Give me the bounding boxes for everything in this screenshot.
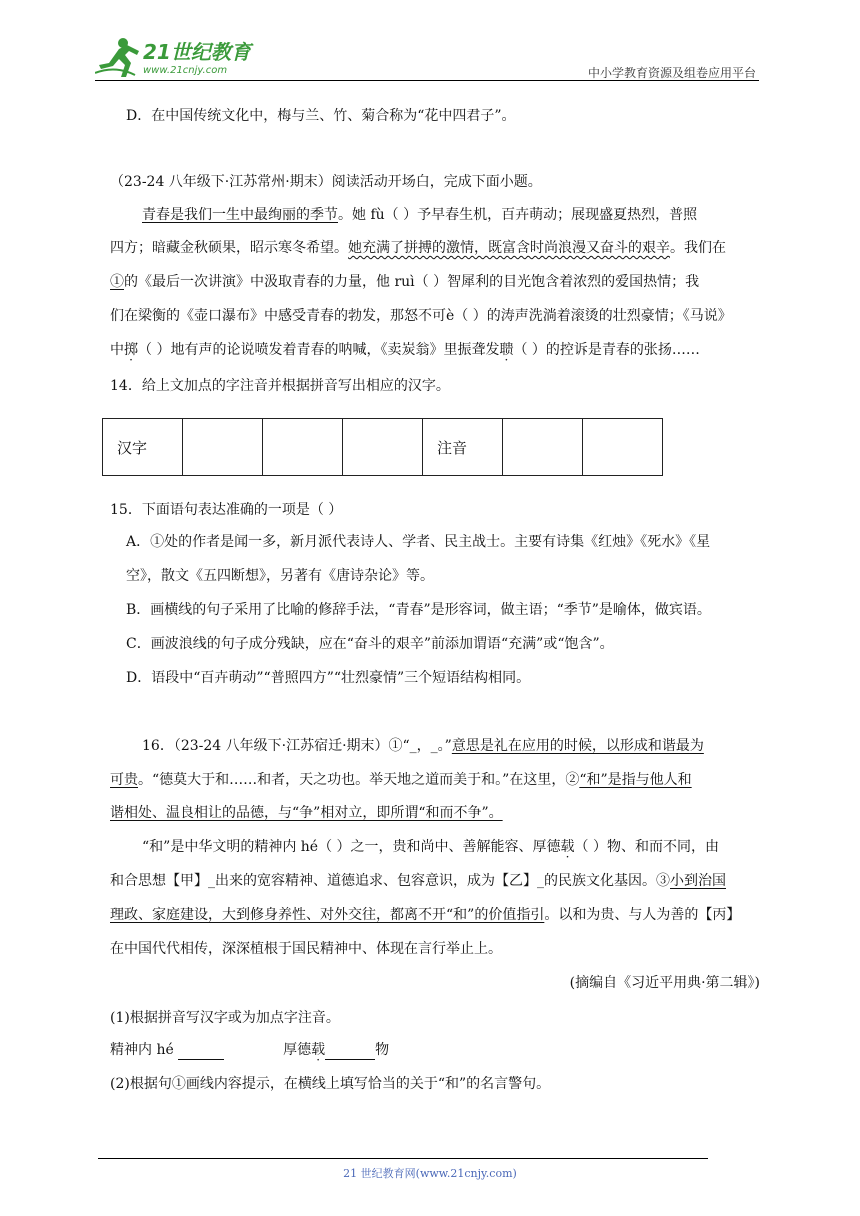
q16-line4: “和”是中华文明的精神内 hé（ ）之一，贵和尚中、善解能容、厚德载（ ）物、和而不同，由 xyxy=(142,839,719,855)
site-logo xyxy=(95,35,265,79)
passage1-line1: 青春是我们一生中最绚丽的季节。她 fù（ ）予早春生机，百卉萌动；展现盛夏热烈，普照 xyxy=(142,207,698,223)
section1-intro: （23-24 八年级下·江苏常州·期末）阅读活动开场白，完成下面小题。 xyxy=(110,174,542,190)
passage1-line4: 们在梁衡的《壶口瀑布》中感受青春的勃发，那怒不可è（ ）的涛声洗淌着滚烫的壮烈豪情；《马说》 xyxy=(110,308,732,324)
circle-marker-1: ① xyxy=(110,274,124,290)
answer-cell[interactable] xyxy=(263,419,343,476)
q16-line2: 可贵。“德莫大于和……和者，天之功也。举天地之道而美于和。”在这里，②“和”是指与他人和 xyxy=(110,772,692,788)
footer-divider xyxy=(98,1158,708,1159)
q14-text: 14．给上文加点的字注音并根据拼音写出相应的汉字。 xyxy=(110,378,450,394)
answer-cell[interactable] xyxy=(503,419,583,476)
q16-line7: 在中国代代相传，深深植根于国民精神中、体现在言行举止上。 xyxy=(110,941,502,957)
q15-option-b: B．画横线的句子采用了比喻的修辞手法，“青春”是形容词，做主语；“季节”是喻体，做宾语。 xyxy=(126,602,711,618)
source-citation: (摘编自《习近平用典·第二辑》) xyxy=(569,975,760,991)
blank-zai[interactable] xyxy=(325,1045,375,1060)
q15-text: 15．下面语句表达准确的一项是（ ） xyxy=(110,502,343,518)
table-label-pinyin: 注音 xyxy=(423,419,503,476)
q16-line1: 16．（23-24 八年级下·江苏宿迁·期末）①“_，_。”意思是礼在应用的时候，以形成和谐最为 xyxy=(142,738,704,754)
underlined-sentence: 青春是我们一生中最绚丽的季节 xyxy=(142,207,338,223)
q15-option-c: C．画波浪线的句子成分残缺，应在“奋斗的艰辛”前添加谓语“充满”或“饱含”。 xyxy=(126,636,614,652)
dotted-char-2: 聩 xyxy=(499,342,514,358)
passage1-line2: 四方；暗藏金秋硕果，昭示寒冬希望。她充满了拼搏的激情，既富含时尚浪漫又奋斗的艰辛。我们在 xyxy=(110,240,726,256)
logo-title: 21世纪教育 xyxy=(143,40,251,64)
answer-cell[interactable] xyxy=(183,419,263,476)
q16-sub2: (2)根据句①画线内容提示，在横线上填写恰当的关于“和”的名言警句。 xyxy=(110,1076,551,1092)
footer-text: 21 世纪教育网(www.21cnjy.com) xyxy=(343,1167,517,1180)
q15-option-d: D．语段中“百卉萌动”“普照四方”“壮烈豪情”三个短语结构相同。 xyxy=(126,670,531,686)
answer-cell[interactable] xyxy=(343,419,423,476)
q16-line6: 理政、家庭建设，大到修身养性、对外交往，都离不开“和”的价值指引。以和为贵、与人为善的【丙】 xyxy=(110,907,741,923)
logo-url: www.21cnjy.com xyxy=(143,65,228,76)
platform-name: 中小学教育资源及组卷应用平台 xyxy=(587,66,756,80)
dotted-char-1: 掷 xyxy=(124,342,138,358)
passage1-line5: 中掷（ ）地有声的论说喷发着青春的呐喊，《卖炭翁》里振聋发聩（ ）的控诉是青春的张扬…… xyxy=(110,342,700,358)
runner-icon xyxy=(95,38,139,77)
answer-table xyxy=(102,418,663,476)
answer-cell[interactable] xyxy=(583,419,663,476)
q16-sub1: (1)根据拼音写汉字或为加点字注音。 xyxy=(110,1010,340,1026)
wavy-sentence: 她充满了拼搏的激情，既富含时尚浪漫又奋斗的艰辛 xyxy=(348,240,670,256)
q16-line3: 谐相处、温良相让的品德，与“争”相对立，即所谓“和而不争”。 xyxy=(110,805,503,821)
dotted-char-4: 载 xyxy=(311,1042,326,1058)
table-label-hanzi: 汉字 xyxy=(103,419,183,476)
dotted-char-3: 载 xyxy=(560,839,575,855)
q15-option-a-line1: A．①处的作者是闻一多，新月派代表诗人、学者、民主战士。主要有诗集《红烛》《死水》《星 xyxy=(126,534,711,550)
passage1-line3: ①的《最后一次讲演》中汲取青春的力量，他 ruì（ ）智犀利的目光饱含着浓烈的爱国热情；我 xyxy=(110,274,700,290)
q15-option-a-line2: 空》，散文《五四断想》，另著有《唐诗杂论》等。 xyxy=(126,568,434,584)
blank-he[interactable] xyxy=(178,1045,224,1060)
prev-option-d: D．在中国传统文化中，梅与兰、竹、菊合称为“花中四君子”。 xyxy=(126,108,516,124)
header-divider xyxy=(95,80,759,81)
q16-line5: 和合思想【甲】_出来的宽容精神、道德追求、包容意识，成为【乙】_的民族文化基因。③小到治国 xyxy=(110,873,726,889)
q16-fill-line: 精神内 hé 厚德载 物 xyxy=(110,1042,390,1058)
